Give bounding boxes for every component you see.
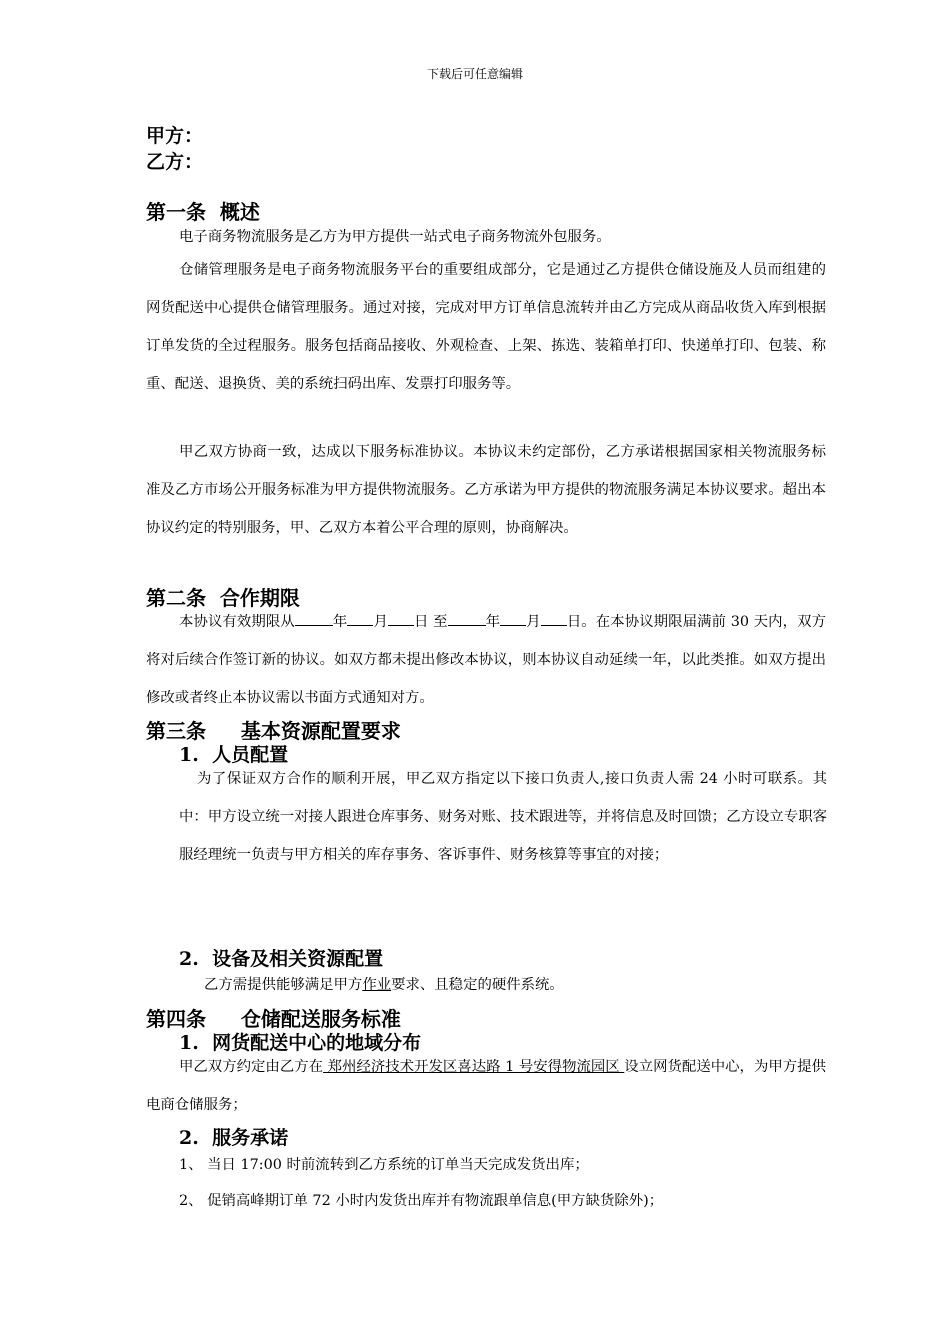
article-3-section-1-title: 1. 人员配置 xyxy=(179,744,289,766)
article-4-section-2-title: 2. 服务承诺 xyxy=(179,1127,289,1149)
article-3-section-2-title: 2. 设备及相关资源配置 xyxy=(179,948,384,970)
end-month-blank[interactable] xyxy=(500,624,526,626)
party-b-label: 乙方： xyxy=(146,151,204,173)
start-day-blank[interactable] xyxy=(388,624,414,626)
month-label-1: 月 xyxy=(373,614,388,630)
month-label-2: 月 xyxy=(526,614,541,630)
warehouse-address: 郑州经济技术开发区喜达路 1 号安得物流园区 xyxy=(323,1059,625,1075)
start-month-blank[interactable] xyxy=(347,624,373,626)
start-year-blank[interactable] xyxy=(295,624,333,626)
article-2-title: 第二条 合作期限 xyxy=(146,586,300,610)
party-a-label: 甲方： xyxy=(146,125,204,147)
service-commitment-item-2: 2、 促销高峰期订单 72 小时内发货出库并有物流跟单信息(甲方缺货除外)； xyxy=(179,1193,664,1209)
article-4-title: 第四条 仓储配送服务标准 xyxy=(146,1007,401,1031)
article-2-paragraph xyxy=(146,603,826,717)
article-3-title: 第三条 基本资源配置要求 xyxy=(146,719,401,743)
term-text-end: 日。在本协议期限届满前 30 天内，双方将对后续合作签订新的协议。如双方都未提出修改本协议，则本协议自动延续一年，以此类推。如双方提出修改或者终止本协议需以书面方式通知对方。 xyxy=(146,614,826,706)
equipment-text-before: 乙方需提供能够满足甲方 xyxy=(204,977,363,993)
article-4-section-1-paragraph xyxy=(146,1048,826,1124)
article-1-paragraph-3: 甲乙双方协商一致，达成以下服务标准协议。本协议未约定部份，乙方承诺根据国家相关物流服务标准及乙方市场公开服务标准为甲方提供物流服务。乙方承诺为甲方提供的物流服务满足本协议要求。超出本协议约定的特别服务，甲、乙双方本着公平合理的原则，协商解决。 xyxy=(146,444,826,536)
year-label-2: 年 xyxy=(485,614,501,630)
article-3-section-1-paragraph: 为了保证双方合作的顺利开展，甲乙双方指定以下接口负责人,接口负责人需 24 小时可联系。其中：甲方设立统一对接人跟进仓库事务、财务对账、技术跟进等，并将信息及时回馈；乙方设立专职客服经理统一负责与甲方相关的库存事务、客诉事件、财务核算等事宜的对接； xyxy=(179,771,827,863)
day-to-label: 日 至 xyxy=(413,614,448,630)
equipment-text-after: 要求、且稳定的硬件系统。 xyxy=(391,977,564,993)
service-commitment-item-1: 1、 当日 17:00 时前流转到乙方系统的订单当天完成发货出库； xyxy=(179,1157,589,1173)
end-day-blank[interactable] xyxy=(541,624,567,626)
location-text-before: 甲乙双方约定由乙方在 xyxy=(179,1059,324,1075)
end-year-blank[interactable] xyxy=(448,624,486,626)
article-3-section-2-paragraph xyxy=(204,975,564,995)
article-1-paragraph-1: 电子商务物流服务是乙方为甲方提供一站式电子商务物流外包服务。 xyxy=(179,229,611,245)
article-4-section-1-title: 1. 网货配送中心的地域分布 xyxy=(179,1032,422,1054)
article-1-title: 第一条 概述 xyxy=(146,200,260,224)
work-link[interactable]: 作业 xyxy=(362,977,392,993)
term-text-start: 本协议有效期限从 xyxy=(179,614,295,630)
year-label-1: 年 xyxy=(332,614,348,630)
location-text-after: 设立网货配送中心，为甲方提供电商仓储服务； xyxy=(146,1059,826,1113)
header-note: 下载后可任意编辑 xyxy=(426,67,523,81)
article-1-paragraph-2: 仓储管理服务是电子商务物流服务平台的重要组成部分，它是通过乙方提供仓储设施及人员而组建的网货配送中心提供仓储管理服务。通过对接，完成对甲方订单信息流转并由乙方完成从商品收货入库到根据订单发货的全过程服务。服务包括商品接收、外观检查、上架、拣选、装箱单打印、快递单打印、包装、称重、配送、退换货、美的系统扫码出库、发票打印服务等。 xyxy=(146,262,826,392)
